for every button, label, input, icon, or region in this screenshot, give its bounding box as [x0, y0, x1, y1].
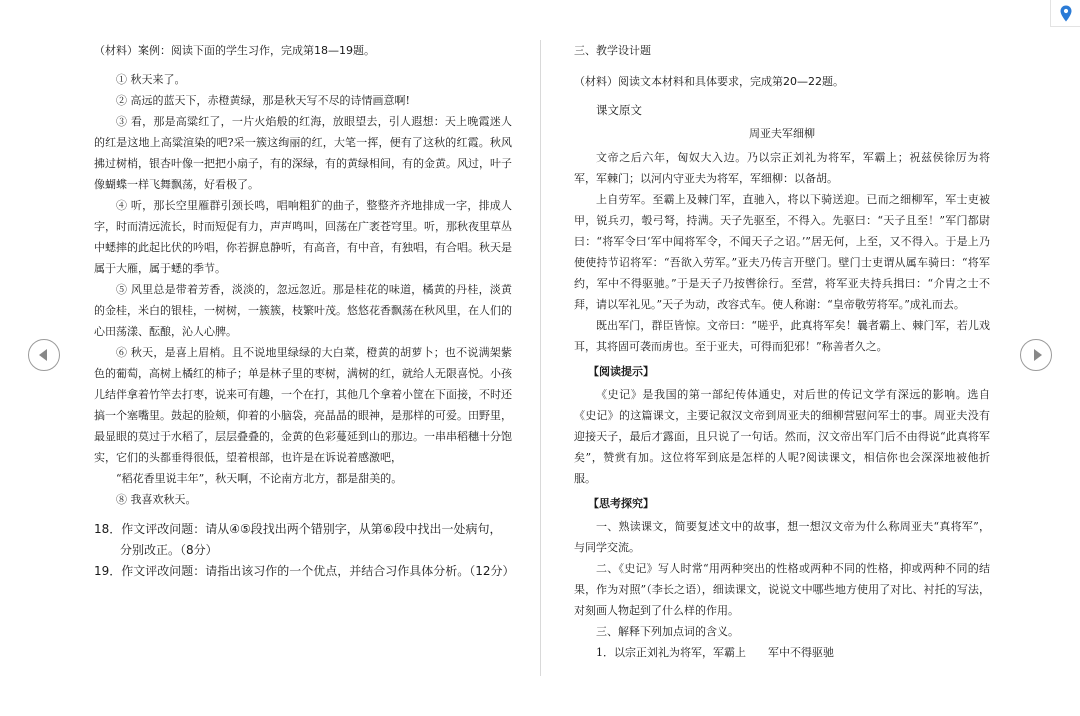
essay-paragraph-4: ④ 听，那长空里雁群引颈长鸣，唱响粗犷的曲子，整整齐齐地排成一字，排成人字，时而清远流长，时而短促有力，声声鸣叫，回荡在广袤苍穹里。听，那秋夜里草丛中蟋摔的此起比伏的吟唱，你若摒息静听，有高音，有中音，有独唱，有合唱。秋天是属于大雁，属于蟋的季节。: [94, 199, 512, 275]
section-title: 三、教学设计题: [574, 44, 651, 57]
essay-paragraph-5: ⑤ 风里总是带着芳香，淡淡的，忽远忽近。那是桂花的味道，橘黄的丹桂，淡黄的金桂，米白的银桂，一树树，一簇簇，枝繁叶茂。悠悠花香飘荡在秋风里，在人们的心田荡漾、酝酿，沁人心脾。: [94, 283, 512, 338]
left-material-intro: （材料）案例：阅读下面的学生习作，完成第18—19题。: [94, 44, 375, 57]
previous-page-button[interactable]: [28, 339, 60, 371]
explore-item-2: 二、《史记》写人时常“用两种突出的性格或两种不同的性格，抑或两种不同的结果，作为对照”（李长之语），细读课文，说说文中哪些地方使用了对比、衬托的写法，对刻画人物起到了什么样的作用。: [574, 562, 990, 617]
article-paragraph-3: 既出军门，群臣皆惊。文帝曰：“嗟乎，此真将军矣！曩者霸上、棘门军，若儿戏耳，其将固可袭而虏也。至于亚夫，可得而犯邪！”称善者久之。: [574, 319, 990, 353]
right-material-intro: （材料）阅读文本材料和具体要求，完成第20—22题。: [574, 75, 844, 88]
original-text-label: 课文原文: [596, 103, 642, 117]
article-paragraph-2: 上自劳军。至霸上及棘门军，直驰入，将以下骑送迎。已而之细柳军，军士吏被甲，锐兵刃，彀弓弩，持满。天子先驱至，不得入。先驱曰：“天子且至！”军门都尉曰：“将军令曰‘军中闻将军令，不闻天子之诏。’”居无何，上至，又不得入。于是上乃使使持节诏将军：“吾欲入劳军。”亚夫乃传言开壁门。壁门士吏谓从属车骑曰：“将军约，军中不得驱驰。”于是天子乃按辔徐行。至营，将军亚夫持兵揖曰：“介胄之士不拜，请以军礼见。”天子为动，改容式车。使人称谢：“皇帝敬劳将军。”成礼而去。: [574, 193, 990, 311]
essay-paragraph-8: ⑧ 我喜欢秋天。: [116, 493, 197, 506]
column-divider: [540, 40, 541, 676]
question-19: 19．作文评改问题：请指出该习作的一个优点，并结合习作具体分析。（12分）: [94, 564, 515, 578]
article-title: 周亚夫军细柳: [749, 127, 815, 140]
left-column: [94, 40, 515, 582]
map-pin-icon: [1060, 5, 1072, 22]
explore-item-4: 1．以宗正刘礼为将军，军霸上 军中不得驱驰: [596, 646, 834, 659]
essay-paragraph-3: ③ 看，那是高粱红了，一片火焰般的红海，放眼望去，引人遐想：天上晚霞迷人的红是这地上高粱渲染的吧?采一簇这绚丽的红，大笔一挥，便有了这秋的红霞。秋风拂过树梢，银杏叶像一把把小扇子，有的深绿，有的黄绿相间，有的金黄。风过，叶子像蝴蝶一样飞舞飘荡，好看极了。: [94, 115, 512, 191]
chevron-left-icon: [39, 349, 47, 361]
chevron-right-icon: [1034, 349, 1042, 361]
essay-paragraph-1: ① 秋天来了。: [116, 73, 186, 86]
essay-paragraph-2: ② 高远的蓝天下，赤橙黄绿，那是秋天写不尽的诗情画意啊!: [116, 94, 410, 107]
explore-item-3: 三、解释下列加点词的含义。: [596, 625, 739, 638]
reading-tips-label: 【阅读提示】: [588, 365, 654, 378]
next-page-button[interactable]: [1020, 339, 1052, 371]
question-18: 18．作文评改问题：请从④⑤段找出两个错别字，从第⑥段中找出一处病句，分别改正。（8分）: [94, 522, 502, 557]
explore-label: 【思考探究】: [588, 497, 654, 510]
article-paragraph-1: 文帝之后六年，匈奴大入边。乃以宗正刘礼为将军，军霸上；祝兹侯徐厉为将军，军棘门；以河内守亚夫为将军，军细柳：以备胡。: [574, 151, 990, 185]
right-column: [574, 40, 990, 663]
essay-paragraph-7: “稻花香里说丰年”，秋天啊，不论南方北方，都是甜美的。: [116, 472, 403, 485]
locate-button[interactable]: [1050, 0, 1080, 27]
explore-item-1: 一、熟读课文，简要复述文中的故事，想一想汉文帝为什么称周亚夫“真将军”，与同学交流。: [574, 520, 990, 554]
reading-tips-text: 《史记》是我国的第一部纪传体通史，对后世的传记文学有深远的影响。选自《史记》的这篇课文，主要记叙汉文帝到周亚夫的细柳营慰问军士的事。周亚夫没有迎接天子，最后才露面，且只说了一句话。然而，汉文帝出军门后不由得说“此真将军矣”，赞赏有加。这位将军到底是怎样的人呢?阅读课文，相信你也会深深地被他折服。: [574, 388, 990, 485]
essay-paragraph-6: ⑥ 秋天，是喜上眉梢。且不说地里绿绿的大白菜，橙黄的胡萝卜；也不说满架紫色的葡萄，高树上橘红的柿子；单是林子里的枣树，满树的红，就给人无限喜悦。小孩儿结伴拿着竹竿去打枣，说来可有趣，一个在打，其他几个拿着小筐在下面接，不时还搞一个塞嘴里。鼓起的脸颊，仰着的小脑袋，亮晶晶的眼神，是那样的可爱。田野里，最显眼的莫过于水稻了，层层叠叠的，金黄的色彩蔓延到山的那边。一串串稻穗十分饱实，它们的头都垂得很低，望着根部，也许是在诉说着感激吧，: [94, 346, 512, 464]
